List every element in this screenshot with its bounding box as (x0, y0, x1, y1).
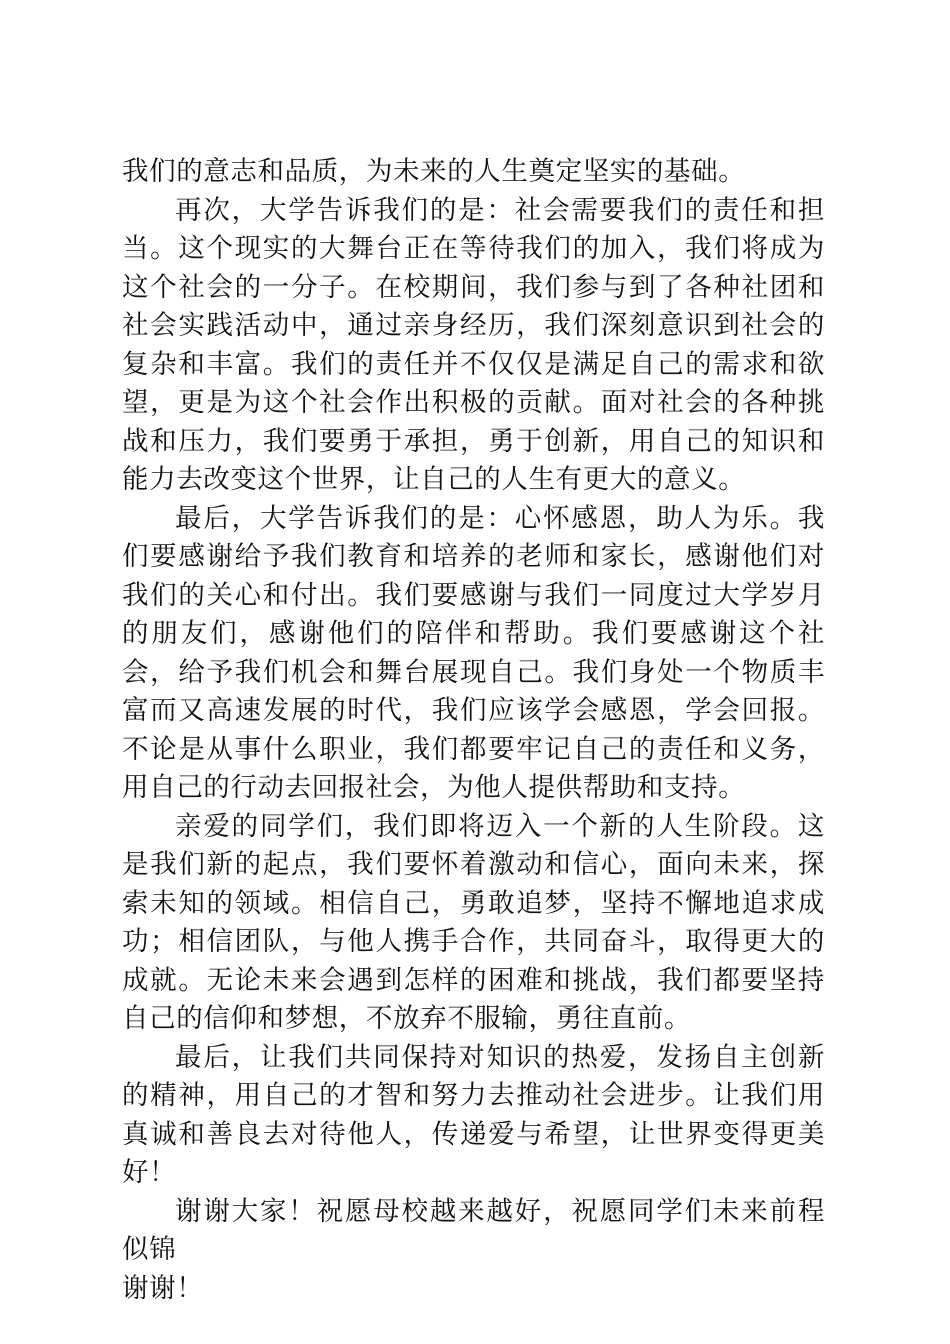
paragraph-responsibility: 再次，大学告诉我们的是：社会需要我们的责任和担当。这个现实的大舞台正在等待我们的加入，我们将成为这个社会的一分子。在校期间，我们参与到了各种社团和社会实践活动中，通过亲身经历，我们深刻意识到社会的复杂和丰富。我们的责任并不仅仅是满足自己的需求和欲望，更是为这个社会作出积极的贡献。面对社会的各种挑战和压力，我们要勇于承担，勇于创新，用自己的知识和能力去改变这个世界，让自己的人生有更大的意义。 (122, 194, 825, 495)
paragraph-closing: 最后，让我们共同保持对知识的热爱，发扬自主创新的精神，用自己的才智和努力去推动社会进步。让我们用真诚和善良去对待他人，传递爱与希望，让世界变得更美好！ (122, 1041, 825, 1188)
paragraph-thanks: 谢谢大家！祝愿母校越来越好，祝愿同学们未来前程似锦 (122, 1195, 825, 1265)
paragraph-final-thanks: 谢谢！ (122, 1272, 204, 1304)
paragraph-gratitude: 最后，大学告诉我们的是：心怀感恩，助人为乐。我们要感谢给予我们教育和培养的老师和家长，感谢他们对我们的关心和付出。我们要感谢与我们一同度过大学岁月的朋友们，感谢他们的陪伴和帮助。我们要感谢这个社会，给予我们机会和舞台展现自己。我们身处一个物质丰富而又高速发展的时代，我们应该学会感恩，学会回报。不论是从事什么职业，我们都要牢记自己的责任和义务，用自己的行动去回报社会，为他人提供帮助和支持。 (122, 502, 825, 803)
document-body (122, 153, 825, 1308)
paragraph-continuation: 我们的意志和品质，为未来的人生奠定坚实的基础。 (122, 156, 746, 187)
paragraph-new-stage: 亲爱的同学们，我们即将迈入一个新的人生阶段。这是我们新的起点，我们要怀着激动和信心，面向未来，探索未知的领域。相信自己，勇敢追梦，坚持不懈地追求成功；相信团队，与他人携手合作，共同奋斗，取得更大的成就。无论未来会遇到怎样的困难和挑战，我们都要坚持自己的信仰和梦想，不放弃不服输，勇往直前。 (122, 810, 825, 1034)
